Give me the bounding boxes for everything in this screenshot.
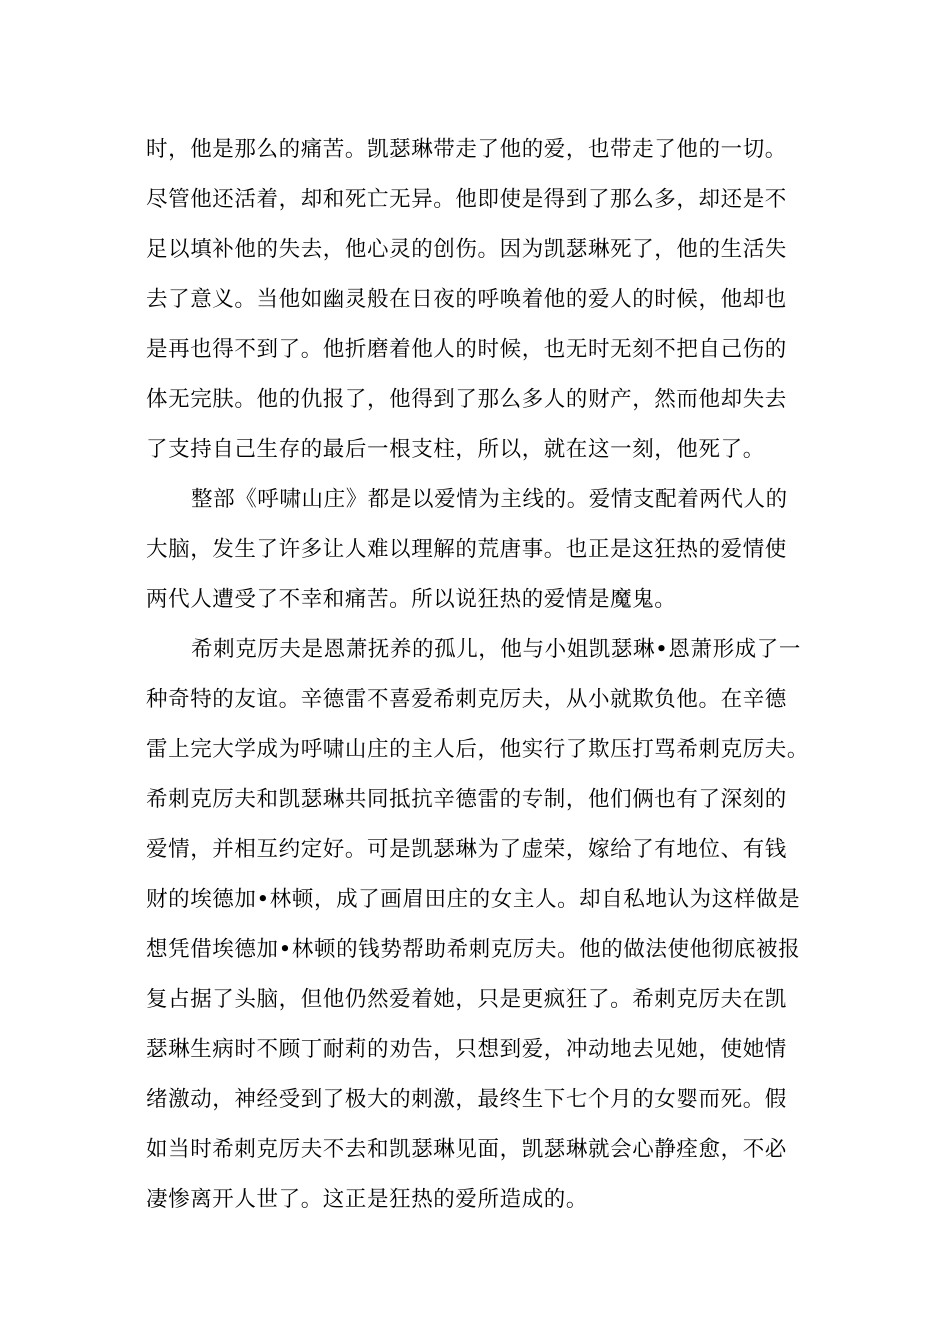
text-line: 爱情，并相互约定好。可是凯瑟琳为了虚荣，嫁给了有地位、有钱 — [146, 837, 787, 862]
text-line: 是再也得不到了。他折磨着他人的时候，也无时无刻不把自己伤的 — [146, 337, 787, 362]
text-line: 了支持自己生存的最后一根支柱，所以，就在这一刻，他死了。 — [146, 437, 765, 462]
text-line: 想凭借埃德加•林顿的钱势帮助希刺克厉夫。他的做法使他彻底被报 — [146, 937, 801, 962]
text-line: 大脑，发生了许多让人难以理解的荒唐事。也正是这狂热的爱情使 — [146, 537, 787, 562]
text-line: 去了意义。当他如幽灵般在日夜的呼唤着他的爱人的时候，他却也 — [146, 287, 787, 312]
text-line: 绪激动，神经受到了极大的刺激，最终生下七个月的女婴而死。假 — [146, 1087, 787, 1112]
text-line: 凄惨离开人世了。这正是狂热的爱所造成的。 — [146, 1187, 589, 1212]
body-text — [146, 125, 846, 1225]
text-line: 复占据了头脑，但他仍然爱着她，只是更疯狂了。希刺克厉夫在凯 — [146, 987, 787, 1012]
text-line: 雷上完大学成为呼啸山庄的主人后，他实行了欺压打骂希刺克厉夫。 — [146, 737, 810, 762]
text-line: 时，他是那么的痛苦。凯瑟琳带走了他的爱，也带走了他的一切。 — [146, 137, 787, 162]
text-line: 希刺克厉夫和凯瑟琳共同抵抗辛德雷的专制，他们俩也有了深刻的 — [146, 787, 787, 812]
text-line: 如当时希刺克厉夫不去和凯瑟琳见面，凯瑟琳就会心静痊愈，不必 — [146, 1137, 787, 1162]
text-line: 尽管他还活着，却和死亡无异。他即使是得到了那么多，却还是不 — [146, 187, 787, 212]
text-line: 种奇特的友谊。辛德雷不喜爱希刺克厉夫，从小就欺负他。在辛德 — [146, 687, 787, 712]
text-line: 两代人遭受了不幸和痛苦。所以说狂热的爱情是魔鬼。 — [146, 587, 677, 612]
paragraph-start-line: 整部《呼啸山庄》都是以爱情为主线的。爱情支配着两代人的 — [191, 487, 788, 512]
paragraph-start-line: 希刺克厉夫是恩萧抚养的孤儿，他与小姐凯瑟琳•恩萧形成了一 — [191, 637, 801, 662]
text-line: 足以填补他的失去，他心灵的创伤。因为凯瑟琳死了，他的生活失 — [146, 237, 787, 262]
text-line: 瑟琳生病时不顾丁耐莉的劝告，只想到爱，冲动地去见她，使她情 — [146, 1037, 787, 1062]
text-line: 财的埃德加•林顿，成了画眉田庄的女主人。却自私地认为这样做是 — [146, 887, 801, 912]
text-line: 体无完肤。他的仇报了，他得到了那么多人的财产，然而他却失去 — [146, 387, 787, 412]
